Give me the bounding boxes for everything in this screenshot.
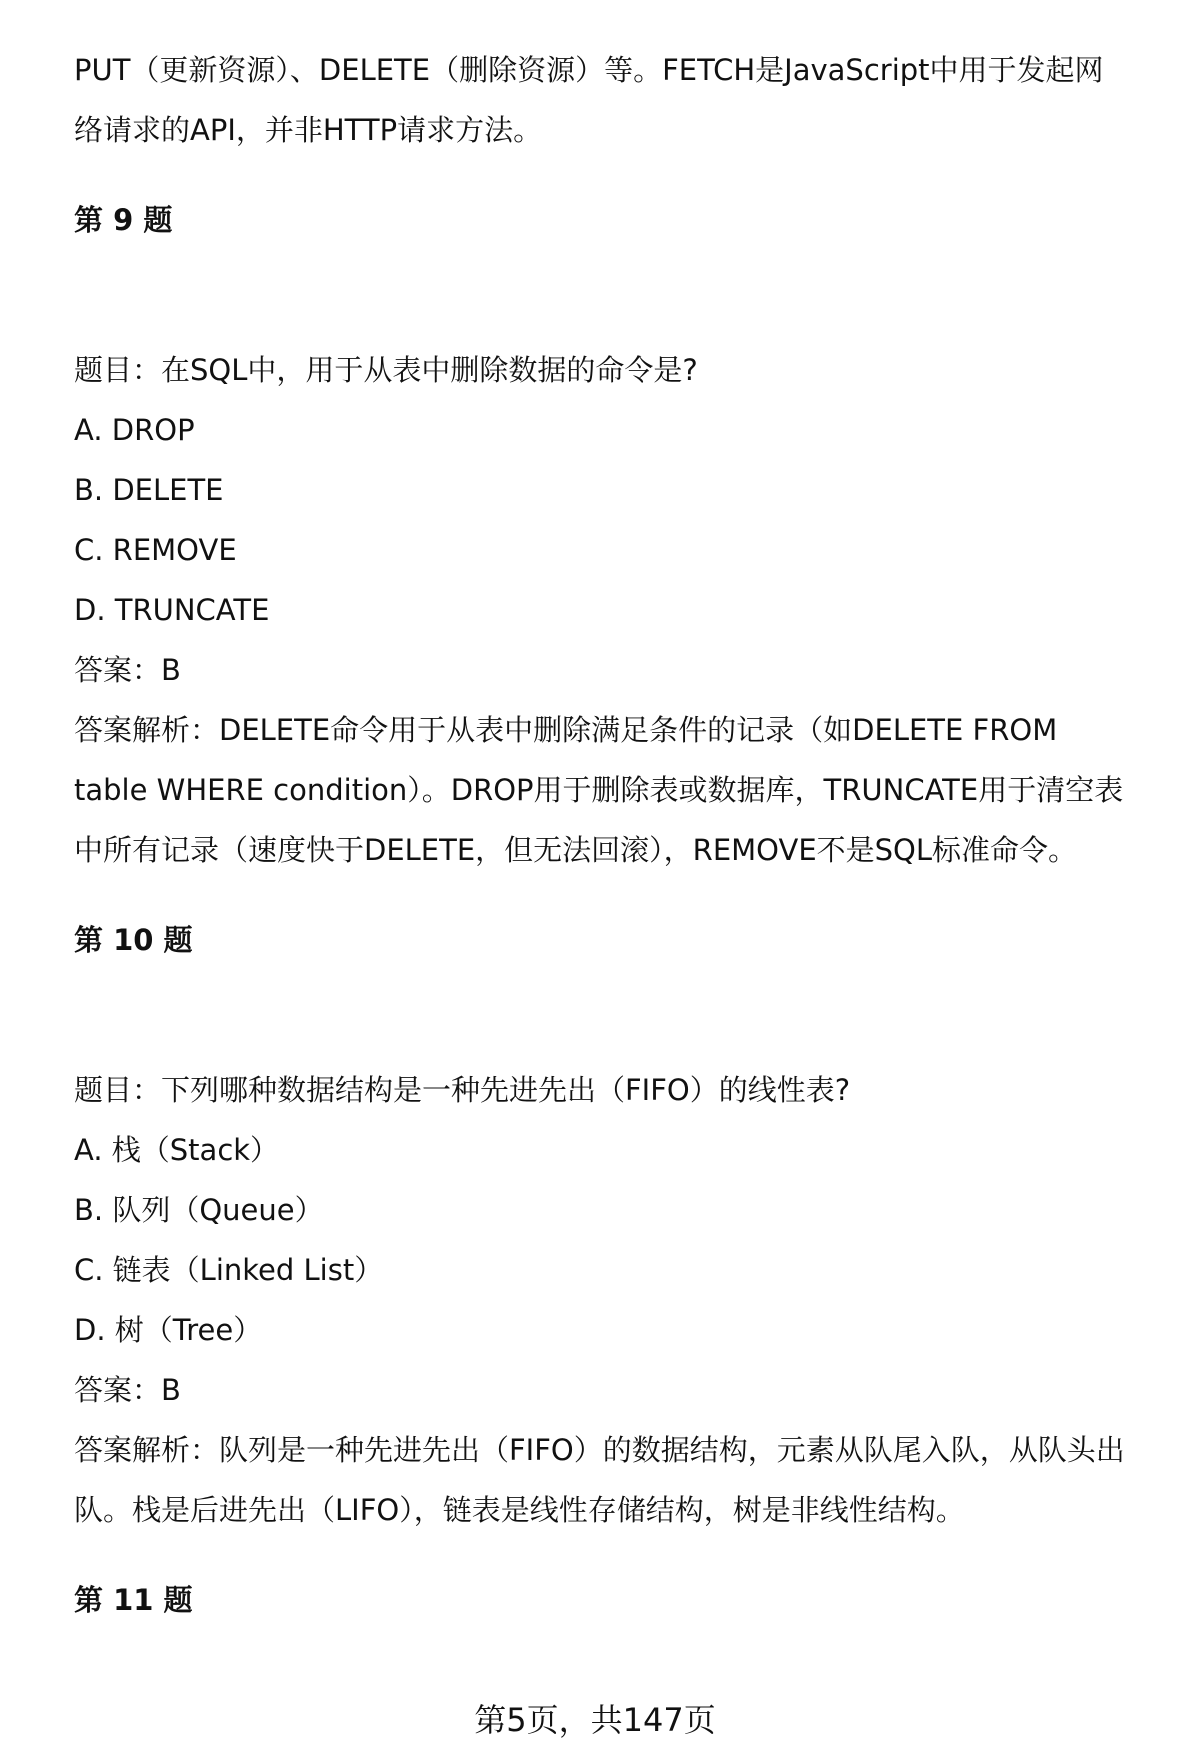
question-9-text: 题目：在SQL中，用于从表中删除数据的命令是? bbox=[74, 353, 698, 387]
question-9-option-a: A. DROP bbox=[74, 413, 195, 447]
question-10-heading: 第 10 题 bbox=[74, 923, 193, 957]
question-9-heading: 第 9 题 bbox=[74, 203, 173, 237]
question-10-explanation-line-2: 队。栈是后进先出（LIFO），链表是线性存储结构，树是非线性结构。 bbox=[74, 1493, 965, 1527]
question-10-option-b: B. 队列（Queue） bbox=[74, 1193, 324, 1227]
question-11-heading: 第 11 题 bbox=[74, 1583, 193, 1617]
question-9-option-c: C. REMOVE bbox=[74, 533, 237, 567]
question-10-explanation-line-1: 答案解析：队列是一种先进先出（FIFO）的数据结构，元素从队尾入队，从队头出 bbox=[74, 1433, 1125, 1467]
intro-line-1: PUT（更新资源）、DELETE（删除资源）等。FETCH是JavaScript中用于发起网 bbox=[74, 53, 1104, 87]
question-10-option-a: A. 栈（Stack） bbox=[74, 1133, 280, 1167]
question-10-answer: 答案：B bbox=[74, 1373, 181, 1407]
question-9-explanation-line-2: table WHERE condition）。DROP用于删除表或数据库，TRUNCATE用于清空表 bbox=[74, 773, 1124, 807]
question-10-text: 题目：下列哪种数据结构是一种先进先出（FIFO）的线性表? bbox=[74, 1073, 851, 1107]
question-9-answer: 答案：B bbox=[74, 653, 181, 687]
question-9-explanation-line-1: 答案解析：DELETE命令用于从表中删除满足条件的记录（如DELETE FROM bbox=[74, 713, 1058, 747]
page-number-footer: 第5页，共147页 bbox=[474, 1701, 716, 1739]
question-9-option-b: B. DELETE bbox=[74, 473, 224, 507]
intro-line-2: 络请求的API，并非HTTP请求方法。 bbox=[74, 113, 543, 147]
question-9-explanation-line-3: 中所有记录（速度快于DELETE，但无法回滚），REMOVE不是SQL标准命令。 bbox=[74, 833, 1078, 867]
question-10-option-c: C. 链表（Linked List） bbox=[74, 1253, 384, 1287]
question-9-option-d: D. TRUNCATE bbox=[74, 593, 270, 627]
question-10-option-d: D. 树（Tree） bbox=[74, 1313, 263, 1347]
